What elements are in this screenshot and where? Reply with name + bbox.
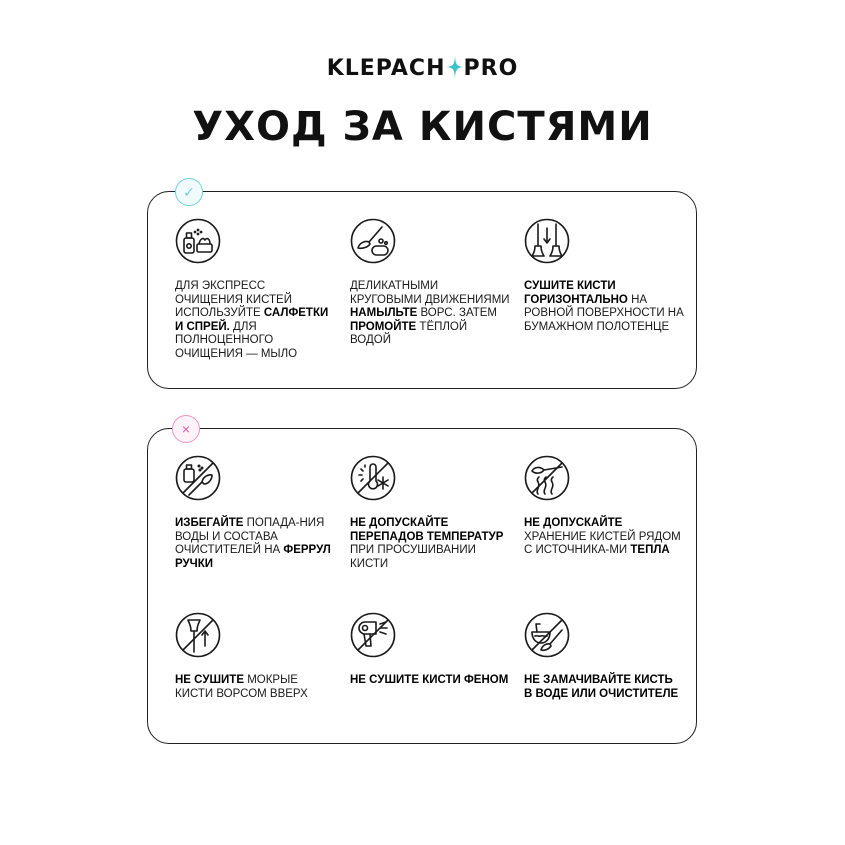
emphasis-text: ТЕПЛА	[630, 544, 670, 556]
emphasis-text: НЕ ЗАМАЧИВАЙТЕ КИСТЬ В ВОДЕ ИЛИ ОЧИСТИТЕЛЕ	[524, 674, 679, 700]
hairdryer-icon	[350, 612, 396, 658]
dont-item-ferrule	[175, 455, 335, 571]
check-icon: ✓	[175, 178, 203, 206]
emphasis-text: ПРОМОЙТЕ	[350, 320, 417, 333]
do-item-text	[175, 280, 335, 361]
emphasis-text: НЕ ДОПУСКАЙТЕ ПЕРЕПАДОВ ТЕМПЕРАТУР	[350, 517, 504, 543]
brand-name-right: PRO	[463, 56, 519, 81]
body-text: НА РОВНОЙ ПОВЕРХНОСТИ НА БУМАЖНОМ ПОЛОТЕНЦЕ	[524, 293, 684, 333]
emphasis-text: ФЕРРУЛ РУЧКИ	[175, 544, 331, 570]
dont-item-text	[524, 674, 684, 701]
emphasis-text: НЕ СУШИТЕ КИСТИ ФЕНОМ	[350, 674, 509, 686]
body-text: ВОРС. ЗАТЕМ	[417, 307, 497, 319]
dont-item-text	[350, 517, 510, 571]
brand-logo	[0, 56, 845, 81]
dont-item-hairdryer	[350, 612, 510, 688]
brand-name-left: KLEPACH	[326, 56, 446, 81]
emphasis-text: НАМЫЛЬТЕ	[350, 307, 418, 319]
body-text: МОКРЫЕ КИСТИ ВОРСОМ ВВЕРХ	[175, 674, 308, 700]
emphasis-text: НЕ СУШИТЕ	[175, 674, 244, 686]
body-text: ДЛЯ ЭКСПРЕСС ОЧИЩЕНИЯ КИСТЕЙ ИСПОЛЬЗУЙТЕ	[175, 280, 292, 319]
body-text: ДЕЛИКАТНЫМИ КРУГОВЫМИ ДВИЖЕНИЯМИ	[350, 280, 510, 306]
do-item-text	[524, 280, 684, 334]
dont-item-text	[350, 674, 510, 688]
body-text: ПОПАДА-НИЯ ВОДЫ И СОСТАВА ОЧИСТИТЕЛЕЙ НА	[175, 517, 325, 556]
body-text: ХРАНЕНИЕ КИСТЕЙ РЯДОМ С ИСТОЧНИКА-МИ	[524, 530, 681, 556]
sparkle-icon	[447, 56, 463, 78]
body-text: ТЁПЛОЙ ВОДОЙ	[350, 320, 468, 346]
spray-wipes-icon	[175, 218, 221, 264]
dont-item-soak	[524, 612, 684, 701]
do-item-dry	[524, 218, 684, 334]
dont-item-temperature	[350, 455, 510, 571]
dont-item-brush-up	[175, 612, 335, 701]
page-title: УХОД ЗА КИСТЯМИ	[192, 104, 653, 150]
emphasis-text: СУШИТЕ КИСТИ ГОРИЗОНТАЛЬНО	[524, 280, 628, 306]
do-item-spray-wipes	[175, 218, 335, 361]
emphasis-text: САЛФЕТКИ И СПРЕЙ.	[175, 307, 329, 333]
brush-soap-icon	[350, 218, 396, 264]
do-item-soap	[350, 218, 510, 348]
dont-item-heat	[524, 455, 684, 558]
heat-source-icon	[524, 455, 570, 501]
cross-icon: ×	[172, 415, 200, 443]
soak-brush-icon	[524, 612, 570, 658]
emphasis-text: ИЗБЕГАЙТЕ	[175, 517, 244, 529]
dont-item-text	[175, 674, 335, 701]
emphasis-text: НЕ ДОПУСКАЙТЕ	[524, 517, 623, 529]
body-text: ДЛЯ ПОЛНОЦЕННОГО ОЧИЩЕНИЯ — МЫЛО	[175, 320, 298, 360]
dont-item-text	[175, 517, 335, 571]
brush-up-icon	[175, 612, 221, 658]
brushes-dry-down-icon	[524, 218, 570, 264]
body-text: ПРИ ПРОСУШИВАНИИ КИСТИ	[350, 544, 476, 570]
do-item-text	[350, 280, 510, 348]
dont-item-text	[524, 517, 684, 558]
temperature-drop-icon	[350, 455, 396, 501]
ferrule-water-icon	[175, 455, 221, 501]
